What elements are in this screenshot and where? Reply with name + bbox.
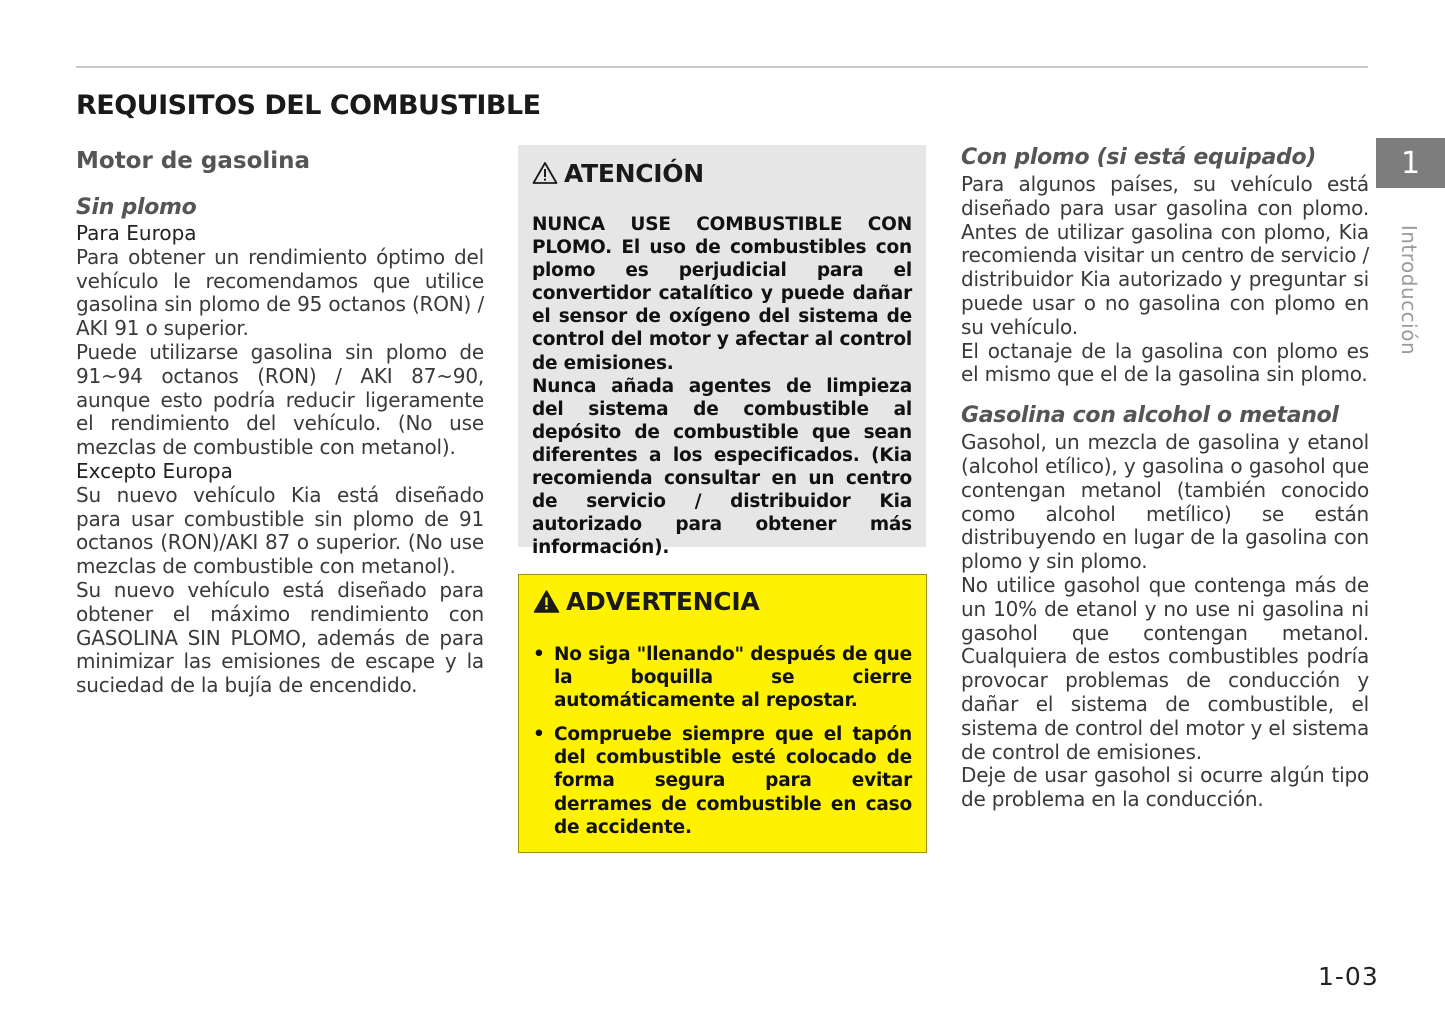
- warning-box: [518, 574, 927, 853]
- subsection-heading: Gasolina con alcohol o metanol: [961, 403, 1339, 429]
- subsection-heading: Con plomo (si está equipado): [961, 145, 1317, 170]
- chapter-name: Introducción: [1397, 224, 1421, 356]
- paragraph: No utilice gasohol que contenga más de un 10% de etanol y no use ni gasolina ni gasohol que contengan metanol. Cualquiera de estos combustibles podría provocar problemas de conducción y dañar el sistema de combustible, el sistema de control del motor y el sistema de control de emisiones.: [961, 572, 1369, 764]
- chapter-side-label: [1396, 220, 1422, 362]
- paragraph: Su nuevo vehículo está diseñado para obtener el máximo rendimiento con GASOLINA SIN PLOMO, además de para minimizar las emisiones de escape y la suciedad de la bujía de encendido.: [76, 577, 484, 698]
- paragraph: El octanaje de la gasolina con plomo es el mismo que el de la gasolina sin plomo.: [961, 338, 1369, 387]
- header-rule: [76, 66, 1368, 68]
- list-item: [533, 723, 912, 838]
- attention-title-text: ATENCIÓN: [564, 158, 704, 188]
- region-label-europe: Para Europa: [76, 221, 197, 245]
- paragraph: Gasohol, un mezcla de gasolina y etanol (alcohol etílico), y gasolina o gasohol que contengan metanol (también conocido como alcohol metílico) se están distribuyendo en lugar de la gasolina con plomo y sin plomo.: [961, 430, 1369, 574]
- left-column: [76, 146, 484, 698]
- warning-triangle-filled-icon: [533, 589, 560, 614]
- caution-triangle-outline-icon: [532, 161, 558, 185]
- bullet: •: [533, 724, 545, 746]
- list-item: [533, 643, 912, 712]
- attention-text: Nunca añada agentes de limpieza del sistema de combustible al depósito de combustible que sean diferentes a los especificados. (Kia recomienda consultar en un centro de servicio / distribuidor Kia autorizado para obtener más información).: [532, 375, 912, 559]
- paragraph: Para obtener un rendimiento óptimo del vehículo le recomendamos que utilice gasolina sin plomo de 95 octanos (RON) / AKI 91 o superior.: [76, 244, 484, 341]
- bullet: •: [533, 644, 545, 665]
- list-item-text: No siga "llenando" después de que la boquilla se cierre automáticamente al repostar.: [554, 644, 912, 712]
- warning-title-text: ADVERTENCIA: [566, 586, 760, 616]
- region-label-except-europe: Excepto Europa: [76, 458, 233, 483]
- paragraph: Puede utilizarse gasolina sin plomo de 91~94 octanos (RON) / AKI 87~90, aunque esto podría reducir ligeramente el rendimiento del vehículo. (No use mezclas de combustible con metanol).: [76, 339, 484, 460]
- section-heading: Motor de gasolina: [76, 148, 311, 174]
- paragraph: Su nuevo vehículo Kia está diseñado para usar combustible sin plomo de 91 octanos (RON)/AKI 87 o superior. (No use mezclas de combustible con metanol).: [76, 482, 484, 579]
- right-column: [961, 143, 1369, 812]
- page-title: REQUISITOS DEL COMBUSTIBLE: [76, 90, 541, 121]
- attention-title: [532, 155, 912, 191]
- attention-text: NUNCA USE COMBUSTIBLE CON PLOMO. El uso de combustibles con plomo es perjudicial para el convertidor catalítico y puede dañar el sensor de oxígeno del sistema de control del motor y afectar al control de emisiones.: [532, 214, 912, 374]
- paragraph: Para algunos países, su vehículo está diseñado para usar gasolina con plomo. Antes de utilizar gasolina con plomo, Kia recomienda visitar un centro de servicio / distribuidor Kia autorizado y preguntar si puede usar o no gasolina con plomo en su vehículo.: [961, 172, 1369, 339]
- page-number: 1-03: [1318, 962, 1379, 991]
- chapter-tab: 1: [1376, 138, 1445, 188]
- paragraph: Deje de usar gasohol si ocurre algún tipo de problema en la conducción.: [961, 763, 1369, 812]
- subsection-heading: Sin plomo: [76, 195, 197, 220]
- attention-box: [518, 145, 926, 559]
- warning-list: [533, 643, 912, 839]
- warning-title: [533, 583, 912, 619]
- list-item-text: Compruebe siempre que el tapón del combustible esté colocado de forma segura para evitar derrames de combustible en caso de accidente.: [554, 724, 912, 838]
